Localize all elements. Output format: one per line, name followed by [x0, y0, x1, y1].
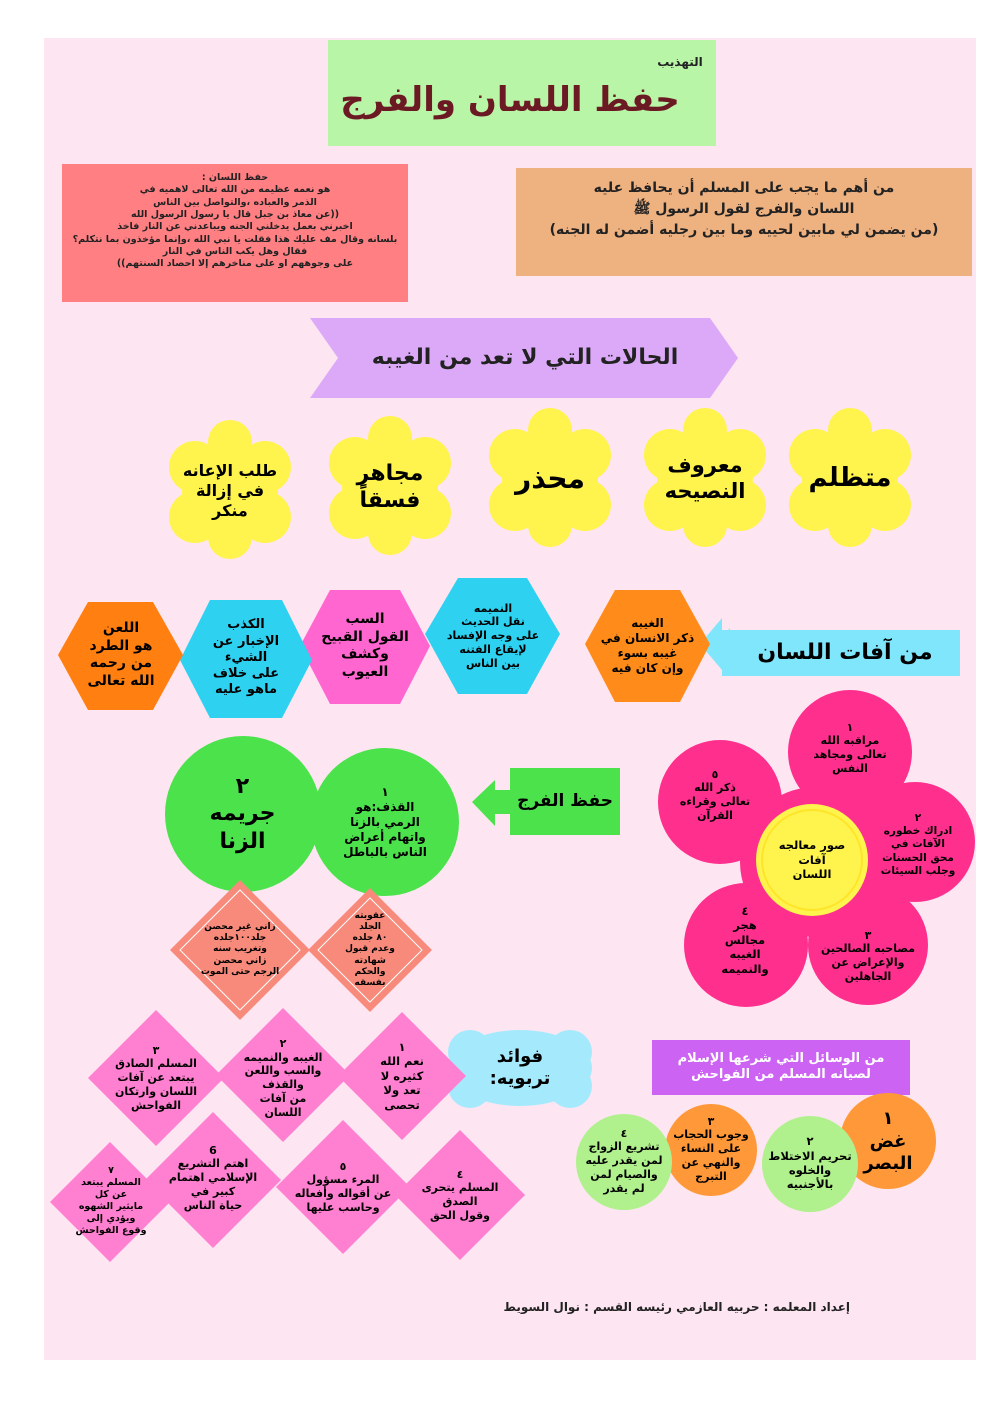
- intro-line-2: اللسان والفرج لقول الرسول ﷺ: [633, 201, 855, 217]
- hexagon-label: السب القول القبيح وكشف العيوب: [321, 611, 409, 680]
- means-item: ٣ وجوب الحجاب على النساء والنهي عن التبرج: [673, 1114, 749, 1183]
- benefit-item: ٧ المسلم يبتعد عن كل مايثير الشهوه ويؤدي إلى وقوع الفواحش: [75, 1165, 147, 1236]
- benefit-item: ١ نعم الله كثيره لا تعد ولا تحصى: [380, 1040, 424, 1112]
- intro-line-1: من أهم ما يجب على المسلم أن يحافظ عليه: [593, 180, 895, 196]
- flower-petal-label: ٤ هجر مجالس الغيبه والنميمه: [721, 904, 769, 976]
- hexagon-label: الكذب الإخبار عن الشيء على خلاف ماهو عليه: [212, 617, 280, 698]
- case-label: متظلم: [808, 462, 892, 493]
- hexagon-label: النميمه نقل الحديث على وجه الإفساد لإيقاع الفتنه بين الناس: [446, 601, 540, 670]
- case-label: محذر: [515, 461, 585, 495]
- flower-petal-label: ١ مراقبه الله تعالى ومجاهد النفس: [813, 720, 887, 775]
- case-label: معروف النصيحه: [664, 452, 746, 503]
- benefit-item: ٣ المسلم الصادق يبتعد عن آفات اللسان وارتكان الفواحش: [115, 1043, 197, 1112]
- penalty-2: زاني غير محصن جلد١٠٠جلده وتغريب سنه زاني محصن الرجم حتى الموت: [200, 921, 280, 977]
- penalty-1: عقوبته الجلد ٨٠ جلده وعدم قبول شهادته والحكم بفسقه: [345, 910, 395, 989]
- hadith-line: بلسانه وقال مف عليك هذا فقلت يا نبي الله ،وإنما مؤخذون بما نتكلم؟: [72, 233, 398, 245]
- hexagon-label: الغيبه ذكر الانسان في غيبه بسوء وإن كان فيه: [600, 616, 695, 675]
- intro-line-3: (من يضمن لي مابين لحييه وما بين رجليه أضمن له الجنه): [549, 222, 939, 238]
- tongue-ills-label: من آفات اللسان: [757, 640, 933, 666]
- chastity-item-2: ٢ جريمه الزنا: [209, 773, 276, 854]
- benefits-label: فوائد تربويه:: [489, 1045, 551, 1089]
- hadith-line: اخبرني بعمل يدخلني الجنه ويباعدني عن النار فاخذ: [117, 221, 353, 233]
- footer-credit: إعداد المعلمه : حربيه العازمي رئيسه القسم : نوال السويط: [503, 1300, 850, 1314]
- means-item: ١ غض البصر: [863, 1108, 913, 1175]
- hadith-line: هو نعمه عظيمه من الله تعالى لاهميه في: [139, 184, 331, 196]
- page-title: حفظ اللسان والفرج: [340, 80, 680, 120]
- hadith-line: ((عن معاذ بن جبل قال يا رسول الرسول الله: [130, 209, 340, 221]
- case-label: مجاهر فسقاً: [356, 460, 424, 513]
- header-label: التهذيب: [657, 55, 703, 69]
- means-item: ٤ تشريع الزواج لمن يقدر عليه والصيام لمن لم يقدر: [585, 1126, 663, 1195]
- flower-petal-label: ٥ ذكر الله تعالى وقراءه القرآن: [679, 767, 751, 822]
- flower-center-label: صور معالجه آفات اللسان: [778, 838, 846, 882]
- benefit-item: ٥ المرء مسؤول عن أقواله وأفعاله وحاسب عليها: [294, 1159, 392, 1214]
- hexagon-label: اللعن هو الطرد من رحمه الله تعالى: [87, 620, 155, 689]
- benefit-item: ٢ الغيبه والنميمه والسب واللعن والقذف من آفات اللسان: [243, 1036, 323, 1119]
- hadith-line: فقال وهل يكب الناس في النار: [162, 246, 308, 258]
- means-label: من الوسائل التي شرعها الإسلام لصيانه المسلم من الفواحش: [677, 1050, 885, 1082]
- chastity-item-1: ١ القذف:هو الرمي بالزنا واتهام أعراض الناس بالباطل: [343, 784, 427, 859]
- hadith-line: على وجوههم او على مناخرهم إلا احصاد السنتهم)): [116, 258, 354, 270]
- flower-petal-label: ٣ مصاحبه الصالحين والإعراض عن الجاهلين: [821, 928, 916, 983]
- hadith-line: حفظ اللسان :: [201, 172, 269, 183]
- hadith-line: الذمر والعباده ،والتواصل بين الناس: [153, 196, 317, 208]
- flower-petal-label: ٢ ادراك خطوره الآفات في محق الحسنات وجلب السيئات: [880, 812, 956, 877]
- case-label: طلب الإعانه في إزالة منكر: [182, 461, 278, 520]
- benefit-item: ٤ المسلم يتحرى الصدق وقول الحق: [421, 1167, 499, 1222]
- benefit-item: 6 اهتم التشريع الإسلامي اهتمام كبير في حياة الناس: [168, 1143, 258, 1212]
- chastity-label: حفظ الفرج: [517, 791, 613, 812]
- banner-title: الحالات التي لا تعد من الغيبه: [371, 345, 679, 371]
- means-item: ٢ تحريم الاختلاط والخلوه بالأجنبيه: [768, 1134, 852, 1192]
